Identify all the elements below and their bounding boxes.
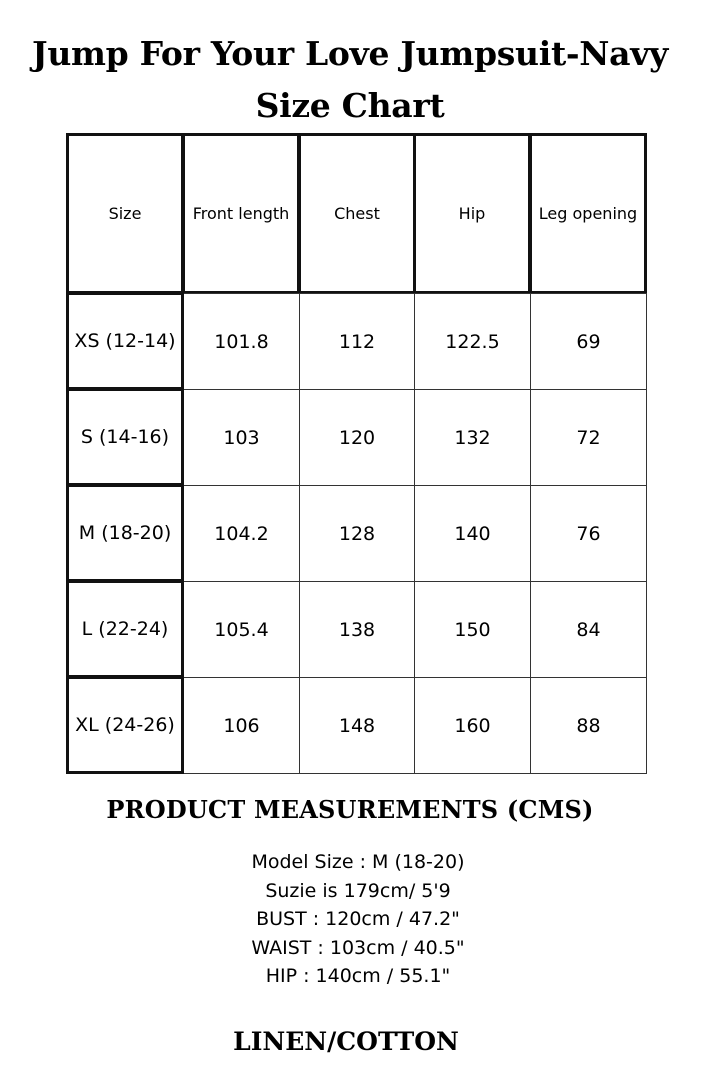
- size-cell: S (14-16): [66, 388, 184, 486]
- chest-cell: 112: [299, 293, 415, 390]
- hip-cell: 140: [414, 485, 531, 582]
- header-size: Size: [66, 133, 184, 294]
- leg-opening-cell: 72: [530, 389, 647, 486]
- front-length-cell: 101.8: [183, 293, 300, 390]
- chest-cell: 128: [299, 485, 415, 582]
- size-cell: L (22-24): [66, 580, 184, 678]
- model-size-line: Model Size : M (18-20): [251, 851, 465, 873]
- model-waist-line: WAIST : 103cm / 40.5": [251, 936, 465, 959]
- leg-opening-cell: 69: [530, 293, 647, 390]
- hip-cell: 132: [414, 389, 531, 486]
- size-cell: XL (24-26): [66, 676, 184, 774]
- size-cell: M (18-20): [66, 484, 184, 582]
- hip-cell: 150: [414, 581, 531, 678]
- size-chart-table: [68, 135, 647, 774]
- leg-opening-cell: 76: [530, 485, 647, 582]
- front-length-cell: 105.4: [183, 581, 300, 678]
- page-subtitle: Size Chart: [255, 86, 445, 125]
- header-leg-opening: Leg opening: [529, 133, 647, 294]
- chest-cell: 148: [299, 677, 415, 774]
- chest-cell: 120: [299, 389, 415, 486]
- header-chest: Chest: [298, 133, 416, 294]
- model-bust-line: BUST : 120cm / 47.2": [256, 908, 460, 930]
- size-cell: XS (12-14): [66, 292, 184, 390]
- hip-cell: 160: [414, 677, 531, 774]
- front-length-cell: 103: [183, 389, 300, 486]
- measurements-heading: PRODUCT MEASUREMENTS (CMS): [106, 795, 594, 824]
- front-length-cell: 104.2: [183, 485, 300, 582]
- fabric-composition: LINEN/COTTON: [233, 1027, 459, 1056]
- header-front-length: Front length: [182, 133, 300, 294]
- page-title: Jump For Your Love Jumpsuit-Navy: [32, 34, 668, 73]
- front-length-cell: 106: [183, 677, 300, 774]
- hip-cell: 122.5: [414, 293, 531, 390]
- header-hip: Hip: [413, 133, 531, 294]
- leg-opening-cell: 88: [530, 677, 647, 774]
- model-height-line: Suzie is 179cm/ 5'9: [265, 879, 451, 902]
- chest-cell: 138: [299, 581, 415, 678]
- model-info: [0, 848, 716, 991]
- leg-opening-cell: 84: [530, 581, 647, 678]
- model-hip-line: HIP : 140cm / 55.1": [265, 965, 451, 987]
